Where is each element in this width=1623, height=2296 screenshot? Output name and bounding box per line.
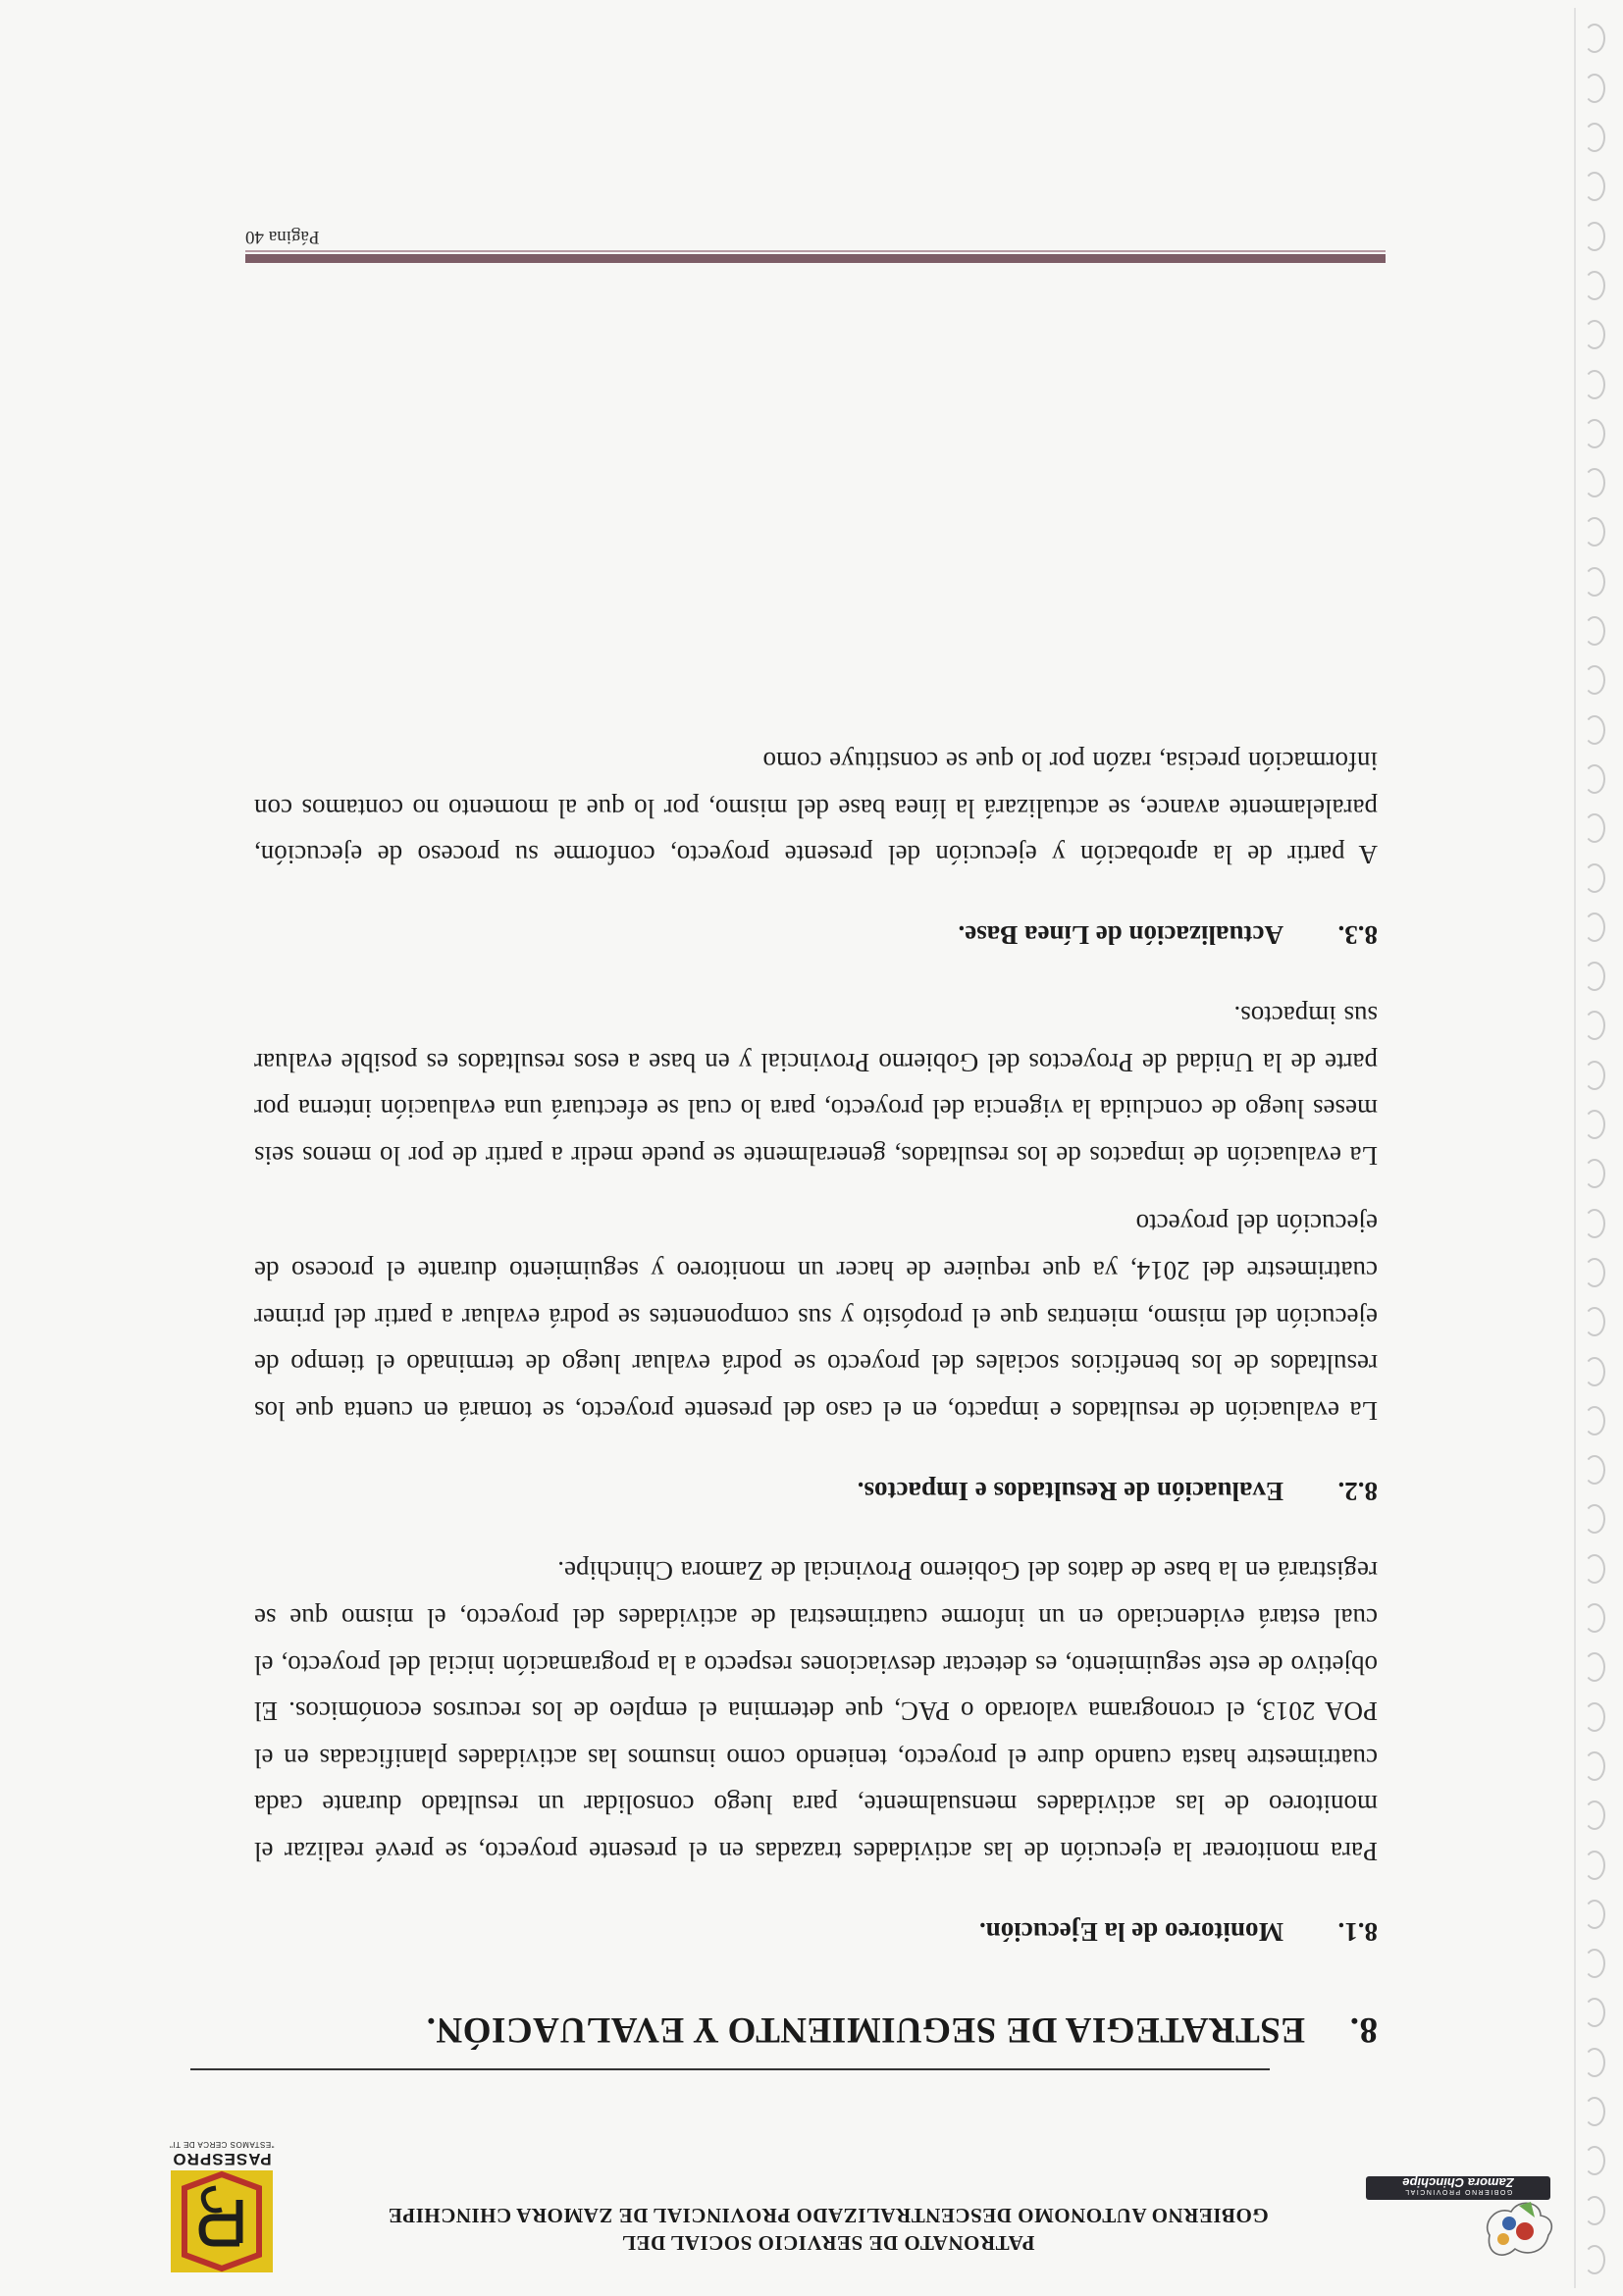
binding-hole: [1584, 1258, 1605, 1287]
binding-hole: [1584, 1406, 1605, 1435]
emblem-subtitle: GOBIERNO PROVINCIAL: [1403, 2188, 1513, 2195]
binding-hole: [1584, 1851, 1605, 1880]
subsection-heading-8-1: [254, 1915, 1378, 1949]
zamora-chinchipe-emblem: [1362, 2174, 1554, 2274]
binding-hole: [1584, 1209, 1605, 1238]
binding-hole: [1584, 370, 1605, 399]
organization-title-line-1: PATRONATO DE SERVICIO SOCIAL DEL: [621, 2231, 1035, 2255]
binding-hole: [1584, 962, 1605, 991]
logo-slogan: "ESTAMOS CERCA DE TI": [169, 2140, 275, 2149]
binding-hole: [1584, 567, 1605, 597]
subsection-number: 8.3.: [1337, 920, 1378, 951]
paragraph: A partir de la aprobación y ejecución del presente proyecto, conforme su proceso de ejecución, paralelamente avance, se actualizará la línea base del mismo, por lo que al momento no contamos con información precisa, razón por lo que se constituye como: [254, 747, 1378, 870]
binding-hole: [1584, 1159, 1605, 1188]
binding-hole: [1584, 1999, 1605, 2028]
binding-hole: [1584, 1307, 1605, 1336]
spiral-binding: [1572, 8, 1615, 2288]
binding-hole: [1584, 518, 1605, 548]
binding-hole: [1584, 813, 1605, 843]
binding-hole: [1584, 863, 1605, 893]
emblem-red-mark: [1516, 2222, 1534, 2240]
binding-hole: [1584, 320, 1605, 349]
section-title: ESTRATEGIA DE SEGUIMIENTO Y EVALUACIÓN.: [426, 2009, 1305, 2050]
binding-hole: [1584, 1061, 1605, 1090]
binding-hole: [1584, 25, 1605, 54]
binding-hole: [1584, 419, 1605, 448]
section-number: 8.: [1349, 2009, 1378, 2050]
binding-hole: [1584, 913, 1605, 942]
paragraph: La evaluación de resultados e impacto, en el caso del presente proyecto, se tomará en cuenta que los resultados de los beneficios sociales del proyecto se podrá evaluar luego de terminado el tiempo de ejecución del mismo, mientras que el propósito y sus componentes se podrá evaluar a partir del primer cuatrimestre del 2014, ya que requiere de hacer un monitoreo y seguimiento durante el proceso de ejecución del proyecto: [254, 1209, 1378, 1426]
binding-hole: [1584, 1900, 1605, 1929]
organization-title-line-2: GOBIERNO AUTONOMO DESCENTRALIZADO PROVINCIAL DE ZAMORA CHINCHIPE: [388, 2204, 1269, 2227]
binding-hole: [1584, 1949, 1605, 1978]
binding-hole: [1584, 1110, 1605, 1139]
binding-hole: [1584, 2097, 1605, 2126]
footer-divider-thin: [245, 250, 1386, 252]
binding-hole: [1584, 1652, 1605, 1682]
binding-hole: [1584, 172, 1605, 201]
subsection-title: Monitoreo de la Ejecución.: [979, 1917, 1283, 1947]
header-divider: [190, 2068, 1270, 2070]
subsection-title: Actualización de Línea Base.: [958, 920, 1283, 951]
page-number: Página 40: [245, 227, 320, 247]
emblem-blue-mark: [1502, 2217, 1516, 2230]
paragraph: La evaluación de impactos de los resultados, generalmente se puede medir a partir de por lo menos seis meses luego de concluida la vigencia del proyecto, para lo cual se efectuará una evaluación interna por parte de la Unidad de Proyectos del Gobierno Provincial y en base a esos resultados es posible evaluar sus impactos.: [254, 1001, 1378, 1171]
binding-hole: [1584, 1455, 1605, 1485]
binding-hole: [1584, 123, 1605, 152]
binding-edge: [1574, 8, 1576, 2288]
binding-hole: [1584, 222, 1605, 251]
binding-hole: [1584, 764, 1605, 794]
footer-divider: [245, 254, 1386, 263]
document-body: [254, 738, 1378, 2051]
binding-hole: [1584, 1505, 1605, 1535]
subsection-number: 8.1.: [1337, 1917, 1378, 1947]
logo-name: PASESPRO: [172, 2150, 272, 2168]
binding-hole: [1584, 1603, 1605, 1633]
pasespro-logo: [165, 2165, 279, 2278]
subsection-number: 8.2.: [1337, 1476, 1378, 1506]
organization-title: [347, 2202, 1309, 2257]
binding-hole: [1584, 74, 1605, 103]
binding-hole: [1584, 2196, 1605, 2225]
binding-hole: [1584, 468, 1605, 497]
emblem-orange-mark: [1497, 2233, 1509, 2245]
binding-hole: [1584, 1800, 1605, 1830]
paragraph: Para monitorear la ejecución de las actividades trazadas en el presente proyecto, se prevé realizar el monitoreo de las actividades mensualmente, para luego consolidar un resultado durante cada cuatrimestre hasta cuando dure el proyecto, teniendo como insumos las actividades planificadas en el POA 2013, el cronograma valorado o PAC, que determina el empleo de los recursos económicos. El objetivo de este seguimiento, es detectar desviaciones respecto a la programación inicial del proyecto, el cual estará evidenciado en un informe cuatrimestral de actividades del proyecto, el mismo que se registrará en la base de datos del Gobierno Provincial de Zamora Chinchipe.: [254, 1556, 1378, 1866]
subsection-heading-8-3: [254, 919, 1378, 953]
binding-hole: [1584, 616, 1605, 646]
page-header: [82, 2140, 1554, 2278]
binding-hole: [1584, 2146, 1605, 2175]
binding-hole: [1584, 665, 1605, 695]
binding-hole: [1584, 1012, 1605, 1041]
binding-hole: [1584, 1554, 1605, 1584]
binding-hole: [1584, 271, 1605, 300]
subsection-title: Evaluación de Resultados e Impactos.: [857, 1476, 1283, 1506]
binding-hole: [1584, 1751, 1605, 1781]
binding-hole: [1584, 1702, 1605, 1732]
binding-hole: [1584, 1357, 1605, 1386]
binding-hole: [1584, 2245, 1605, 2274]
binding-hole: [1584, 2048, 1605, 2077]
section-heading: [254, 2008, 1378, 2051]
binding-hole: [1584, 715, 1605, 745]
logo-text: [133, 2140, 310, 2168]
subsection-heading-8-2: [254, 1475, 1378, 1508]
emblem-name: Zamora Chinchipe: [1402, 2175, 1514, 2190]
